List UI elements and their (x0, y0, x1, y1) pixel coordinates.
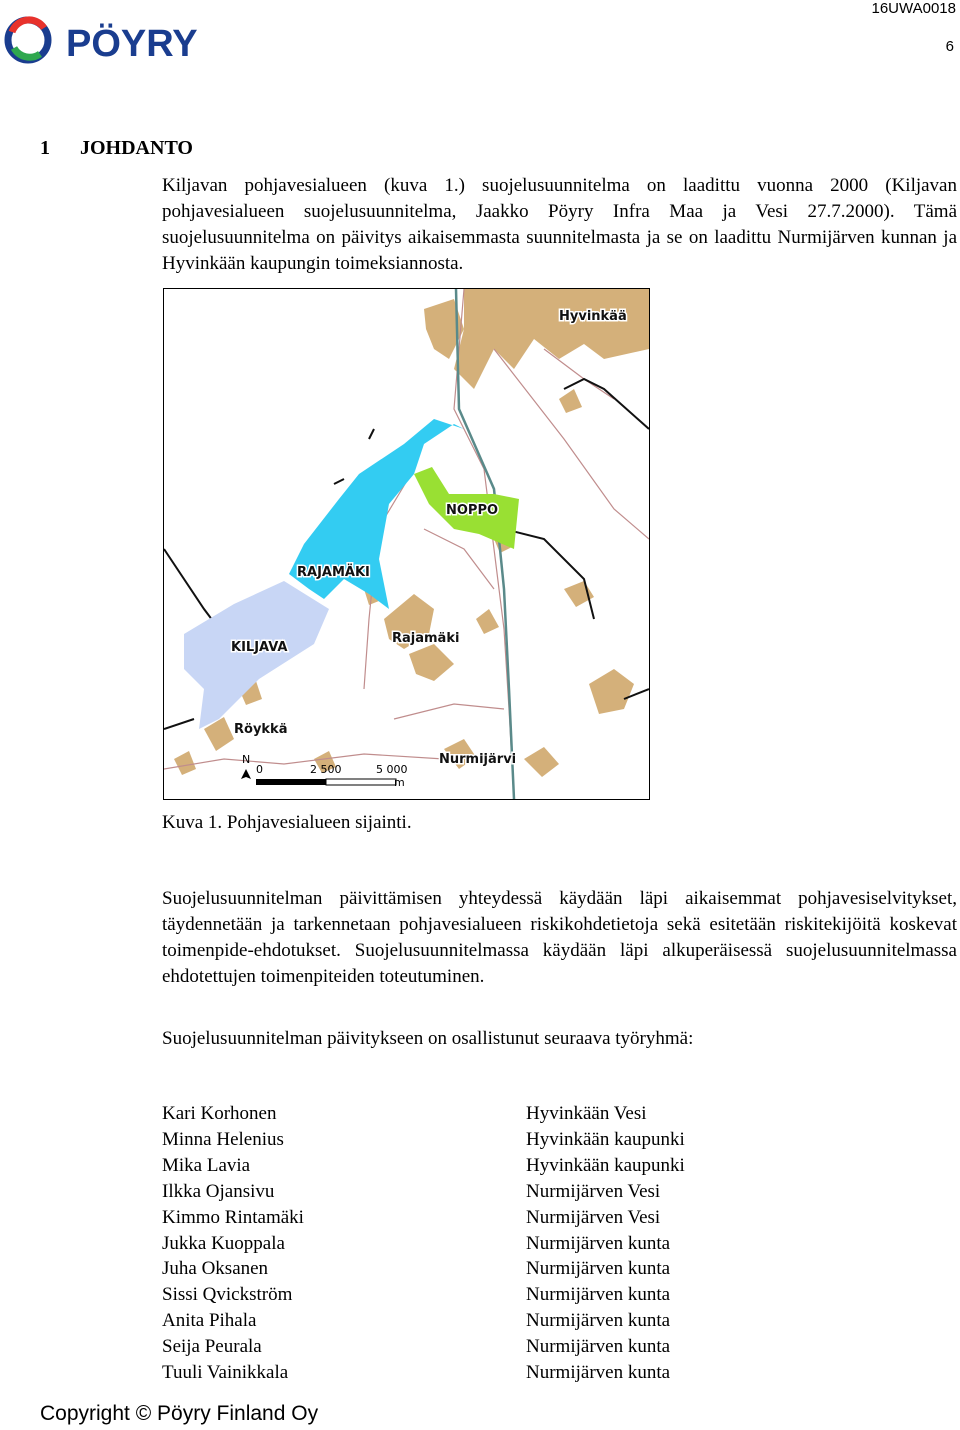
team-member-row (162, 1334, 685, 1360)
team-member-row (162, 1256, 685, 1282)
map-label-hyvinkaa: Hyvinkää (559, 309, 627, 324)
scale-tick-0: 0 (256, 763, 263, 776)
settlement-areas (174, 289, 649, 777)
team-list (162, 1101, 685, 1386)
team-member-name: Ilkka Ojansivu (162, 1180, 275, 1202)
team-member-name: Kimmo Rintamäki (162, 1206, 304, 1228)
rajamaki-groundwater-area (289, 419, 464, 609)
scale-tick-5000: 5 000 (376, 763, 408, 776)
poyry-logo (4, 14, 254, 66)
paragraph-2: Suojelusuunnitelman päivittämisen yhteydessä käydään läpi aikaisemmat pohjavesiselvitykset, täydennetään ja tarkennetaan pohjavesialueen riskikohdetietoja sekä esitetään riskitekijöitä koskevat toimenpide-ehdotukset. Suojelusuunnitelmassa käydään läpi alkuperäisessä suojelusuunnitelmassa ehdotettujen toimenpiteiden toteutuminen. (162, 888, 957, 987)
team-member-name: Jukka Kuoppala (162, 1232, 285, 1254)
location-map (163, 288, 650, 800)
team-member-row (162, 1127, 685, 1153)
scale-segment-1 (256, 779, 326, 785)
team-member-organization: Hyvinkään Vesi (526, 1103, 647, 1124)
map-graphic (164, 289, 649, 799)
team-member-name: Minna Helenius (162, 1128, 284, 1150)
team-member-organization: Nurmijärven kunta (526, 1362, 671, 1384)
page-number: 6 (945, 38, 954, 55)
map-label-noppo: NOPPO (446, 503, 499, 518)
scale-unit: m (394, 776, 405, 789)
team-member-organization: Nurmijärven kunta (526, 1336, 671, 1358)
team-member-name: Juha Oksanen (162, 1258, 269, 1280)
copyright-footer: Copyright © Pöyry Finland Oy (40, 1402, 319, 1425)
section-number: 1 (40, 137, 50, 159)
team-member-organization: Nurmijärven kunta (526, 1232, 671, 1254)
paragraph-3: Suojelusuunnitelman päivitykseen on osallistunut seuraava työryhmä: (162, 1028, 694, 1049)
map-label-roykka: Röykkä (234, 722, 288, 737)
team-member-row (162, 1308, 685, 1334)
map-label-rajamaki-town: Rajamäki (392, 631, 460, 646)
team-member-row (162, 1101, 685, 1127)
team-member-name: Kari Korhonen (162, 1103, 277, 1124)
team-member-name: Anita Pihala (162, 1310, 257, 1332)
team-member-name: Tuuli Vainikkala (162, 1362, 289, 1384)
brand-wordmark: PÖYRY (66, 23, 198, 65)
team-member-row (162, 1360, 685, 1386)
north-arrow-icon (241, 769, 251, 779)
scale-tick-2500: 2 500 (310, 763, 342, 776)
team-member-organization: Nurmijärven Vesi (526, 1180, 661, 1202)
scale-segment-2 (326, 779, 396, 785)
map-label-nurmijarvi: Nurmijärvi (439, 752, 517, 767)
team-member-organization: Nurmijärven kunta (526, 1284, 671, 1306)
team-member-row (162, 1282, 685, 1308)
team-member-name: Mika Lavia (162, 1154, 251, 1176)
document-id: 16UWA0018 (871, 0, 956, 17)
map-label-kiljava: KILJAVA (231, 640, 288, 655)
section-heading (40, 137, 193, 160)
team-member-row (162, 1153, 685, 1179)
team-member-organization: Nurmijärven kunta (526, 1310, 671, 1332)
team-member-organization: Nurmijärven Vesi (526, 1206, 661, 1228)
team-member-organization: Hyvinkään kaupunki (526, 1128, 685, 1150)
intro-paragraph: Kiljavan pohjavesialueen (kuva 1.) suojelusuunnitelma on laadittu vuonna 2000 (Kiljavan pohjavesialueen suojelusuunnitelma, Jaakko Pöyry Infra Maa ja Vesi 27.7.2000). Tämä suojelusuunnitelma on päivitys aikaisemmasta suunnitelmasta ja se on laadittu Nurmijärven kunnan ja Hyvinkään kaupungin toimeksiannosta. (162, 175, 957, 274)
map-label-rajamaki-area: RAJAMÄKI (297, 565, 370, 580)
kiljava-groundwater-area (184, 581, 329, 729)
team-member-row (162, 1205, 685, 1231)
team-member-organization: Hyvinkään kaupunki (526, 1154, 685, 1176)
team-member-row (162, 1231, 685, 1257)
team-member-organization: Nurmijärven kunta (526, 1258, 671, 1280)
section-title: JOHDANTO (80, 137, 193, 159)
team-member-name: Seija Peurala (162, 1336, 262, 1358)
team-member-name: Sissi Qvickström (162, 1284, 293, 1306)
figure-caption: Kuva 1. Pohjavesialueen sijainti. (162, 812, 412, 833)
north-label: N (242, 753, 251, 766)
team-member-row (162, 1179, 685, 1205)
poyry-logo-graphic (4, 14, 254, 66)
